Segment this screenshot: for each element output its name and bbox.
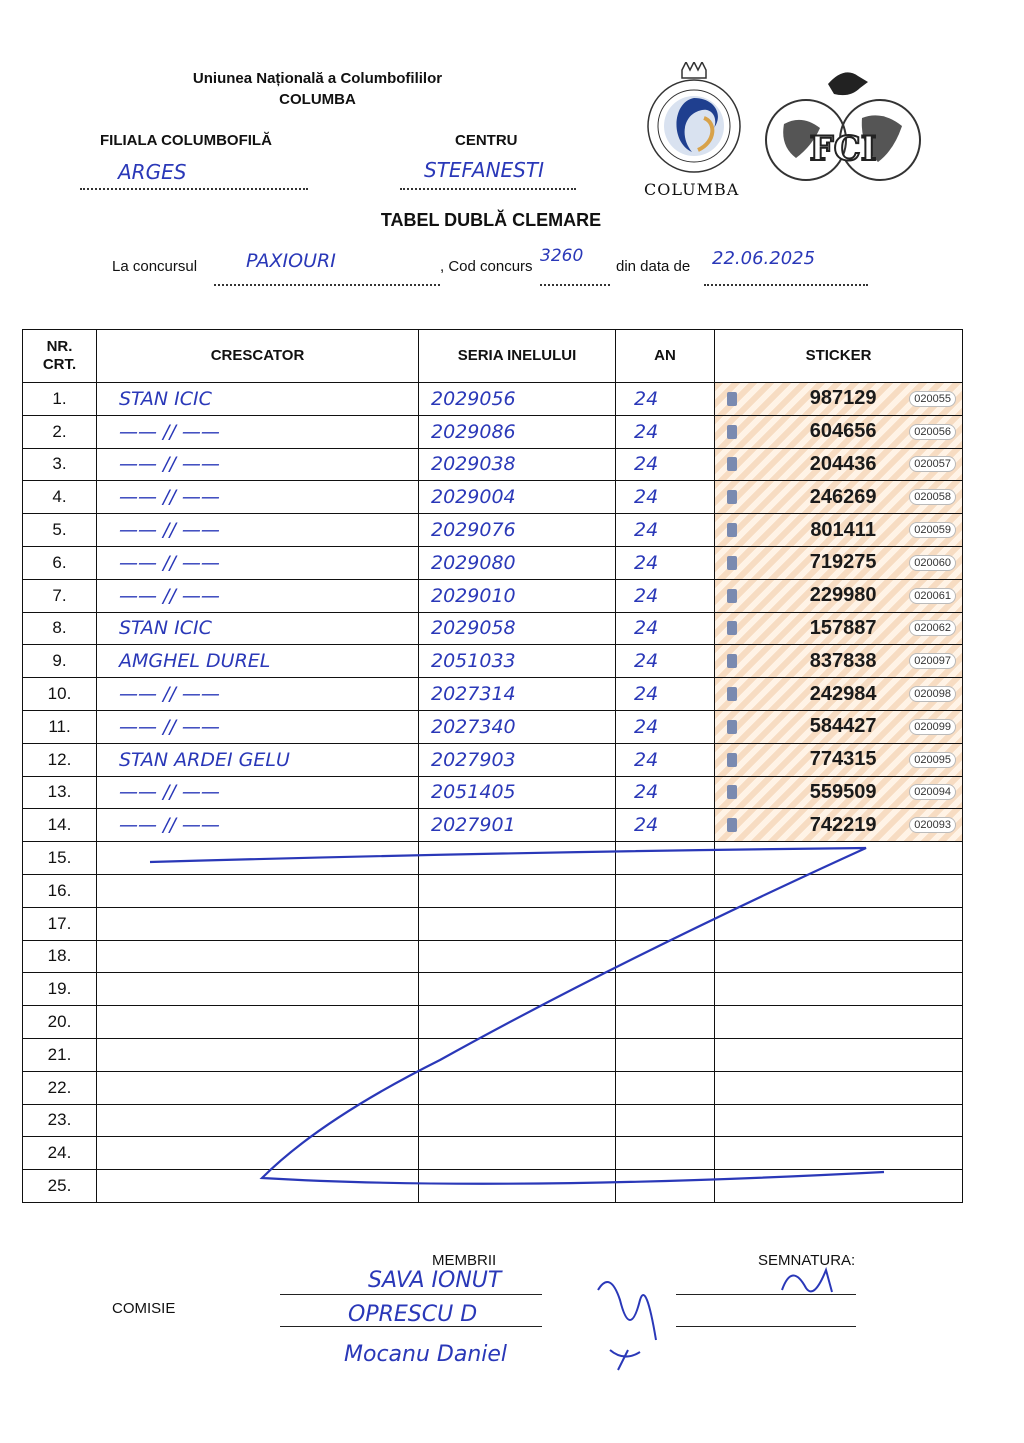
table-row [23,743,963,776]
fci-logo-text: FCI [809,129,877,169]
row-number: 10. [23,678,97,711]
crescator-cell: STAN ARDEI GELU [97,743,419,776]
sticker-mark-icon [727,425,737,439]
sticker-label [715,580,962,612]
seria-cell: 2029038 [419,448,616,481]
sticker-cell [715,678,963,711]
sticker-code: 020058 [909,489,956,505]
seria-cell: 2029056 [419,383,616,416]
sticker-cell [715,1038,963,1071]
sticker-label [715,809,962,841]
table-row [23,1170,963,1203]
crescator-cell [97,842,419,875]
row-number: 19. [23,973,97,1006]
sticker-code: 020057 [909,456,956,472]
sticker-code: 020093 [909,817,956,833]
an-cell: 24 [616,612,715,645]
sticker-cell [715,1006,963,1039]
sticker-mark-icon [727,523,737,537]
sticker-number: 987129 [809,387,877,410]
sticker-cell [715,743,963,776]
crescator-cell [97,1137,419,1170]
an-cell: 24 [616,743,715,776]
row-number: 11. [23,710,97,743]
seria-cell: 2027903 [419,743,616,776]
seria-cell: 2029004 [419,481,616,514]
sticker-number: 774315 [809,748,877,771]
table-row [23,710,963,743]
seria-cell [419,1137,616,1170]
sticker-label [715,416,962,448]
an-cell [616,842,715,875]
sticker-label [715,613,962,645]
table-row [23,448,963,481]
an-cell [616,907,715,940]
sticker-number: 801411 [810,518,876,541]
crescator-cell [97,1104,419,1137]
filiala-label: FILIALA COLUMBOFILĂ [100,132,272,149]
row-number: 18. [23,940,97,973]
sticker-cell [715,776,963,809]
sticker-mark-icon [727,589,737,603]
row-number: 2. [23,415,97,448]
crescator-cell: AMGHEL DUREL [97,645,419,678]
sticker-mark-icon [727,654,737,668]
row-number: 17. [23,907,97,940]
sticker-cell [715,1170,963,1203]
an-cell [616,1104,715,1137]
sticker-cell [715,1137,963,1170]
seria-cell: 2029086 [419,415,616,448]
organization-name [150,68,485,110]
sticker-number: 242984 [809,682,877,705]
sticker-label [715,678,962,710]
crescator-cell: —— // —— [97,579,419,612]
sticker-cell [715,710,963,743]
table-row [23,940,963,973]
an-cell [616,1038,715,1071]
org-line-1: Uniunea Națională a Columbofililor [192,70,443,87]
row-number: 8. [23,612,97,645]
table-row [23,1038,963,1071]
table-row [23,612,963,645]
crescator-cell: —— // —— [97,448,419,481]
sticker-label [715,777,962,809]
header-an: AN [616,330,715,383]
sticker-label [715,383,962,415]
sticker-cell [715,645,963,678]
sticker-number: 742219 [809,813,877,836]
table-header-row [23,330,963,383]
seria-cell: 2051405 [419,776,616,809]
seria-cell [419,973,616,1006]
row-number: 20. [23,1006,97,1039]
table-row [23,1104,963,1137]
an-cell [616,1071,715,1104]
sticker-cell [715,809,963,842]
table-row [23,1071,963,1104]
crescator-cell: —— // —— [97,776,419,809]
sticker-cell [715,940,963,973]
sticker-number: 229980 [809,584,877,607]
sticker-mark-icon [727,490,737,504]
row-number: 23. [23,1104,97,1137]
row-number: 9. [23,645,97,678]
table-row [23,1137,963,1170]
sticker-cell [715,1071,963,1104]
crescator-cell [97,1006,419,1039]
table-row [23,415,963,448]
header-sticker: STICKER [715,330,963,383]
an-cell: 24 [616,514,715,547]
table-row [23,579,963,612]
table-row [23,842,963,875]
sticker-cell [715,612,963,645]
crescator-cell: —— // —— [97,481,419,514]
sticker-label [715,514,962,546]
page-title: TABEL DUBLĂ CLEMARE [380,210,602,230]
member-3-name: Mocanu Daniel [344,1342,508,1367]
sticker-label [715,645,962,677]
row-number: 13. [23,776,97,809]
seria-cell [419,874,616,907]
sticker-mark-icon [727,720,737,734]
signature-line-2 [676,1326,856,1327]
row-number: 1. [23,383,97,416]
an-cell [616,874,715,907]
crescator-cell: STAN ICIC [97,383,419,416]
signature-line-1 [676,1294,856,1295]
contest-label: La concursul [112,258,198,275]
sticker-cell [715,579,963,612]
crescator-cell: —— // —— [97,415,419,448]
crescator-cell: —— // —— [97,710,419,743]
sticker-label [715,547,962,579]
sticker-code: 020056 [909,424,956,440]
sticker-number: 837838 [809,649,877,672]
sticker-cell [715,415,963,448]
sticker-cell [715,1104,963,1137]
an-cell [616,940,715,973]
row-number: 21. [23,1038,97,1071]
sticker-number: 559509 [809,780,877,803]
an-cell: 24 [616,645,715,678]
crescator-cell [97,1071,419,1104]
seria-cell: 2027340 [419,710,616,743]
sticker-mark-icon [727,457,737,471]
sticker-cell [715,383,963,416]
sticker-number: 584427 [809,715,877,738]
cod-value: 3260 [540,246,584,266]
table-row [23,776,963,809]
row-number: 4. [23,481,97,514]
cod-label: , Cod concurs [440,258,533,275]
sticker-cell [715,907,963,940]
seria-cell [419,1104,616,1137]
crescator-cell: —— // —— [97,514,419,547]
header-crescator: CRESCATOR [97,330,419,383]
seria-cell [419,1170,616,1203]
crescator-cell: —— // —— [97,809,419,842]
seria-cell [419,842,616,875]
sticker-cell [715,874,963,907]
crescator-cell: STAN ICIC [97,612,419,645]
an-cell: 24 [616,415,715,448]
fci-logo [762,62,924,190]
crescator-cell [97,940,419,973]
crescator-cell [97,907,419,940]
sticker-code: 020098 [909,686,956,702]
sticker-code: 020059 [909,522,956,538]
row-number: 7. [23,579,97,612]
table-row [23,874,963,907]
table-row [23,645,963,678]
filiala-value: ARGES [118,160,187,184]
sticker-cell [715,514,963,547]
table-row [23,1006,963,1039]
seria-cell: 2029058 [419,612,616,645]
row-number: 5. [23,514,97,547]
seria-cell: 2027901 [419,809,616,842]
seria-cell: 2029076 [419,514,616,547]
seria-cell: 2029080 [419,546,616,579]
row-number: 15. [23,842,97,875]
sticker-mark-icon [727,556,737,570]
sticker-cell [715,973,963,1006]
an-cell [616,973,715,1006]
an-cell: 24 [616,710,715,743]
sticker-number: 157887 [809,616,877,639]
sticker-number: 246269 [809,485,877,508]
table-row [23,546,963,579]
row-number: 3. [23,448,97,481]
row-number: 6. [23,546,97,579]
crescator-cell [97,973,419,1006]
member-2-name: OPRESCU D [348,1302,478,1327]
sticker-code: 020060 [909,555,956,571]
sticker-code: 020061 [909,588,956,604]
dubla-clemare-table [22,329,963,1203]
cod-line [540,264,610,286]
table-row [23,481,963,514]
sticker-label [715,449,962,481]
an-cell: 24 [616,546,715,579]
contest-value: PAXIOURI [246,250,336,272]
sticker-mark-icon [727,392,737,406]
sticker-code: 020055 [909,391,956,407]
crescator-cell [97,1170,419,1203]
org-line-2: COLUMBA [279,91,356,108]
semnatura-label: SEMNATURA: [758,1252,856,1269]
table-row [23,809,963,842]
sticker-code: 020097 [909,653,956,669]
crescator-cell: —— // —— [97,678,419,711]
row-number: 16. [23,874,97,907]
table-row [23,514,963,547]
member-line-1 [280,1294,542,1295]
sticker-cell [715,546,963,579]
sticker-cell [715,842,963,875]
seria-cell: 2051033 [419,645,616,678]
sticker-number: 604656 [809,420,877,443]
table-row [23,907,963,940]
seria-cell [419,1038,616,1071]
an-cell: 24 [616,579,715,612]
crescator-cell [97,874,419,907]
membrii-label: MEMBRII [432,1252,497,1269]
sticker-code: 020062 [909,620,956,636]
an-cell: 24 [616,809,715,842]
seria-cell [419,1006,616,1039]
row-number: 22. [23,1071,97,1104]
row-number: 25. [23,1170,97,1203]
centru-value: STEFANESTI [424,158,544,182]
an-cell: 24 [616,481,715,514]
an-cell [616,1170,715,1203]
member-1-name: SAVA IONUT [368,1268,502,1293]
seria-cell [419,1071,616,1104]
sticker-code: 020095 [909,752,956,768]
table-row [23,973,963,1006]
an-cell: 24 [616,678,715,711]
row-number: 14. [23,809,97,842]
sticker-label [715,744,962,776]
sticker-cell [715,481,963,514]
an-cell: 24 [616,448,715,481]
crescator-cell [97,1038,419,1071]
sticker-label [715,481,962,513]
header-nr: NR. CRT. [23,330,97,383]
data-label: din data de [616,258,691,275]
sticker-code: 020094 [909,784,956,800]
data-value: 22.06.2025 [712,248,816,269]
sticker-mark-icon [727,785,737,799]
centru-label: CENTRU [455,132,518,149]
seria-cell [419,940,616,973]
sticker-mark-icon [727,687,737,701]
row-number: 24. [23,1137,97,1170]
seria-cell: 2029010 [419,579,616,612]
row-number: 12. [23,743,97,776]
sticker-mark-icon [727,753,737,767]
sticker-number: 204436 [809,452,877,475]
an-cell [616,1006,715,1039]
crescator-cell: —— // —— [97,546,419,579]
an-cell [616,1137,715,1170]
sticker-number: 719275 [809,551,877,574]
header-seria: SERIA INELULUI [419,330,616,383]
an-cell: 24 [616,776,715,809]
table-row [23,678,963,711]
sticker-label [715,711,962,743]
seria-cell [419,907,616,940]
comisie-label: COMISIE [112,1300,176,1317]
columba-logo-text: COLUMBA [644,180,740,199]
seria-cell: 2027314 [419,678,616,711]
sticker-mark-icon [727,621,737,635]
table-row [23,383,963,416]
sticker-mark-icon [727,818,737,832]
sticker-code: 020099 [909,719,956,735]
sticker-cell [715,448,963,481]
an-cell: 24 [616,383,715,416]
filiala-line [80,168,308,190]
